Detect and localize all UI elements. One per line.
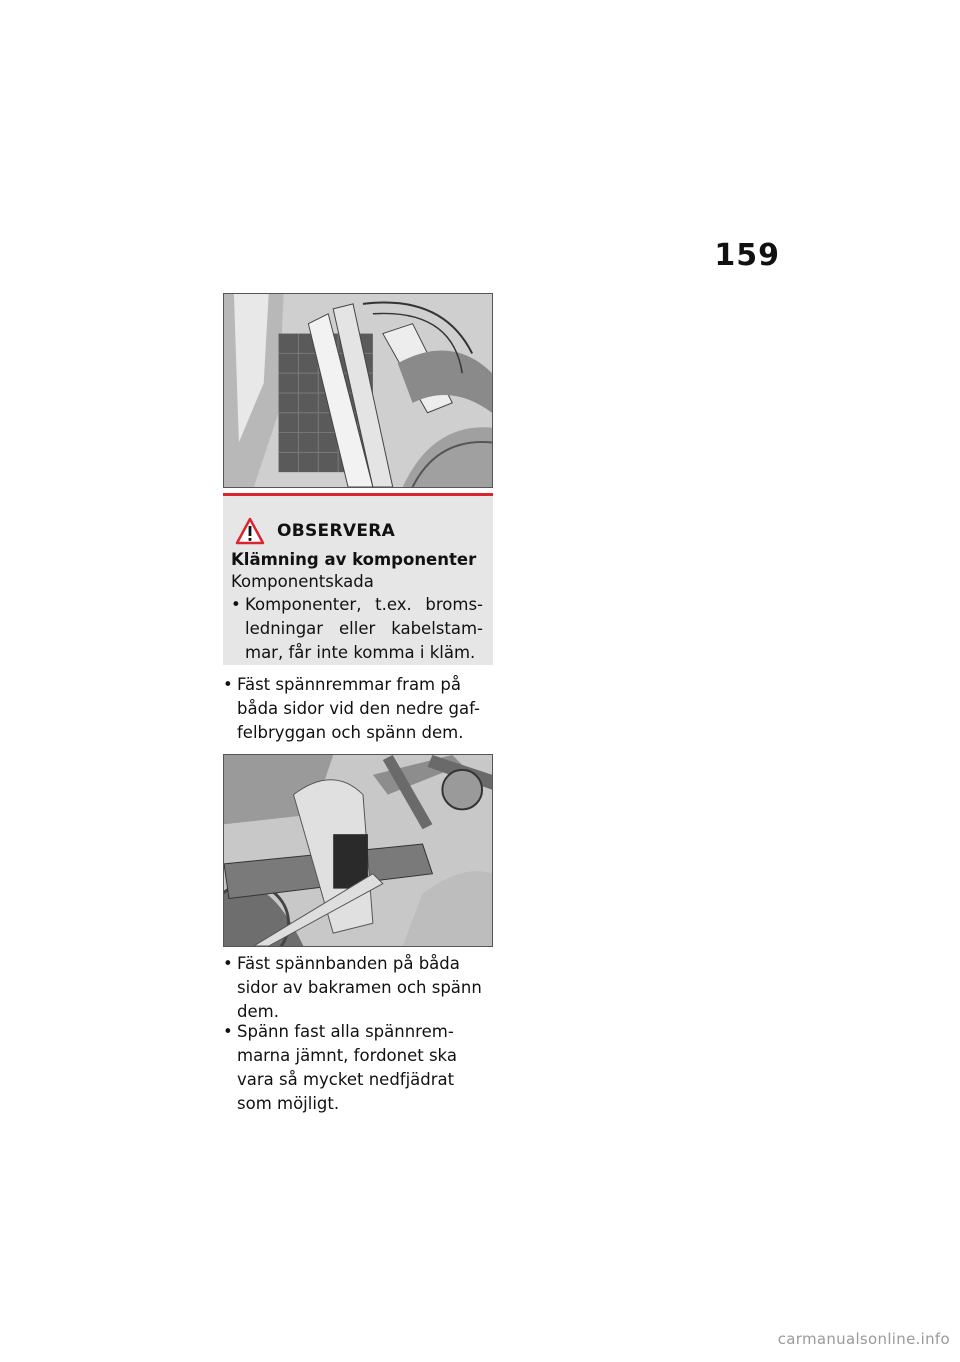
bullet-symbol: • <box>223 954 233 973</box>
notice-title: OBSERVERA <box>277 521 396 541</box>
step-item <box>223 1020 493 1116</box>
page-number: 159 <box>714 238 780 273</box>
notice-header <box>235 516 395 546</box>
notice-box <box>223 493 493 665</box>
rear-frame-illustration <box>224 755 492 946</box>
notice-text: Komponentskada <box>231 572 374 591</box>
bullet-symbol: • <box>223 1022 233 1041</box>
front-fork-illustration <box>224 294 492 487</box>
notice-subtitle: Klämning av komponenter <box>231 550 477 569</box>
step-item <box>223 673 493 745</box>
warning-triangle-icon <box>235 517 265 545</box>
photo-rear-frame <box>223 754 493 947</box>
photo-front-fork <box>223 293 493 488</box>
step-text: Fäst spännbanden på båda sidor av bakramen och spänn dem. <box>237 954 482 1021</box>
step-text: Spänn fast alla spännrem-marna jämnt, fordonet ska vara så mycket nedfjädrat som möjligt. <box>237 1022 457 1113</box>
notice-bullet-text: Komponenter, t.ex. broms-ledningar eller kabelstam-mar, får inte komma i kläm. <box>245 595 483 662</box>
notice-bullet <box>231 593 483 665</box>
step-item <box>223 952 493 1024</box>
watermark: carmanualsonline.info <box>777 1330 950 1348</box>
bullet-symbol: • <box>223 675 233 694</box>
step-text: Fäst spännremmar fram på båda sidor vid den nedre gaf-felbryggan och spänn dem. <box>237 675 480 742</box>
bullet-symbol: • <box>231 595 241 614</box>
